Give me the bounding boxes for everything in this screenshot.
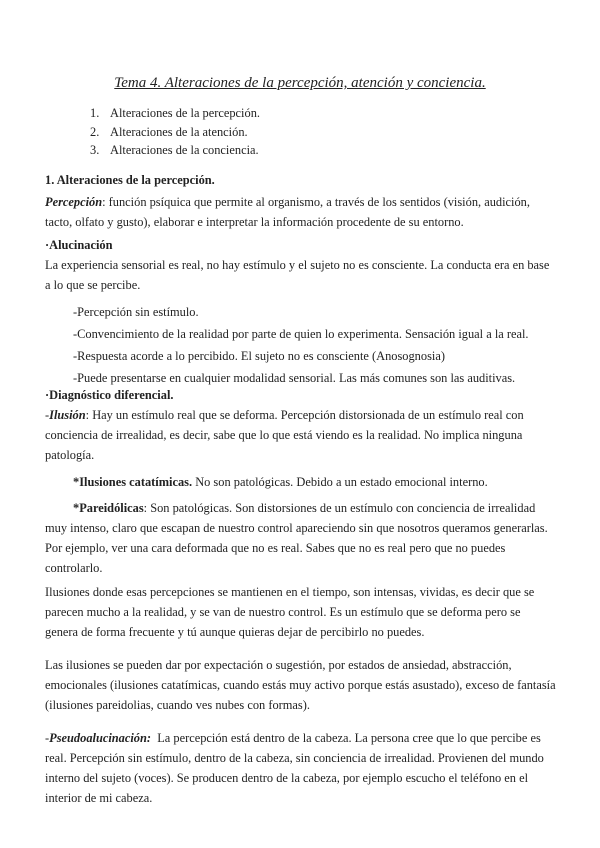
diagnostico-heading: ·Diagnóstico diferencial.	[45, 388, 174, 402]
pseudo-text: La percepción está dentro de la cabeza. La persona cree que lo que percibe es real. Percepción sin estímulo, dentro de la cabeza, sin conciencia de irrealidad. Provienen del mundo interno del sujeto (voces). Se producen dentro de la cabeza, por ejemplo escucho el teléfono en el interior de mi cabeza.	[45, 731, 547, 805]
pareidolicas-text: : Son patológicas. Son distorsiones de un estímulo con conciencia de irrealidad muy intenso, claro que escapan de nuestro control apareciendo sin que nosotros queramos generarlas. Por ejemplo, ver una cara deformada que no es real. Sabes que no es real pero que no puedes controlarlo.	[45, 501, 548, 575]
toc-item	[90, 141, 260, 160]
alucinacion-intro: La experiencia sensorial es real, no hay estímulo y el sujeto no es consciente. La conducta era en base a lo que se percibe.	[45, 258, 550, 292]
alucinacion-item: -Percepción sin estímulo.	[73, 305, 199, 319]
toc-number: 1.	[90, 106, 100, 120]
ilusion-prefix: -	[45, 408, 50, 422]
alucinacion-item: -Convencimiento de la realidad por parte de quien lo experimenta. Sensación igual a la real.	[73, 327, 529, 341]
alucinacion-heading: ·Alucinación	[45, 238, 113, 252]
table-of-contents	[90, 104, 260, 160]
ilusion-text: : Hay un estímulo real que se deforma. Percepción distorsionada de un estímulo real con conciencia de irrealidad, es decir, sabe que lo que está viendo es la realidad. No implica ninguna patología.	[45, 408, 524, 462]
pareidolicas-paragraph	[45, 498, 556, 578]
toc-item	[90, 123, 260, 142]
section-diagnostico	[45, 385, 556, 808]
toc-text: Alteraciones de la conciencia.	[110, 143, 259, 157]
pseudo-prefix: -	[45, 731, 50, 745]
percepcion-text: : función psíquica que permite al organismo, a través de los sentidos (visión, audición, tacto, olfato y gusto), elaborar e interpretar la información procedente de su entorno.	[45, 195, 530, 229]
ilusiones-paragraph: Ilusiones donde esas percepciones se mantienen en el tiempo, son intensas, vividas, es decir que se parecen mucho a la realidad, y se van de nuestro control. Es un estímulo que se deforma pero se genera de forma frecuente y tú aunque quieras dejar de percibirlo no puedes.	[45, 585, 535, 639]
toc-number: 3.	[90, 143, 100, 157]
toc-item	[90, 104, 260, 123]
catatimicas-term: *Ilusiones catatímicas.	[73, 475, 193, 489]
section-alucinacion	[45, 235, 556, 388]
toc-text: Alteraciones de la percepción.	[110, 106, 260, 120]
causas-paragraph: Las ilusiones se pueden dar por expectación o sugestión, por estados de ansiedad, abstracción, emocionales (ilusiones catatímicas, cuando estás muy activo porque estás asustado), exceso de fantasía (ilusiones pareidolias, cuando ves nubes con formas).	[45, 658, 556, 712]
toc-number: 2.	[90, 124, 100, 139]
percepcion-term: Percepción	[45, 195, 103, 209]
ilusion-paragraph	[45, 405, 556, 465]
toc-text: Alteraciones de la atención.	[110, 124, 248, 139]
ilusion-term: Ilusión	[49, 408, 86, 422]
section-percepcion	[45, 170, 556, 232]
percepcion-definition	[45, 192, 556, 232]
pseudoalucinacion-paragraph	[45, 728, 556, 808]
pseudo-term: Pseudoalucinación:	[49, 731, 152, 745]
alucinacion-item: -Respuesta acorde a lo percibido. El sujeto no es consciente (Anosognosia)	[73, 349, 445, 363]
catatimicas-text: No son patológicas. Debido a un estado emocional interno.	[192, 475, 488, 489]
alucinacion-item: -Puede presentarse en cualquier modalidad sensorial. Las más comunes son las auditivas.	[73, 371, 516, 385]
page-title: Tema 4. Alteraciones de la percepción, atención y conciencia.	[114, 75, 486, 91]
catatimicas-paragraph	[45, 472, 556, 492]
section-heading: 1. Alteraciones de la percepción.	[45, 173, 215, 187]
pareidolicas-term: *Pareidólicas	[73, 501, 144, 515]
